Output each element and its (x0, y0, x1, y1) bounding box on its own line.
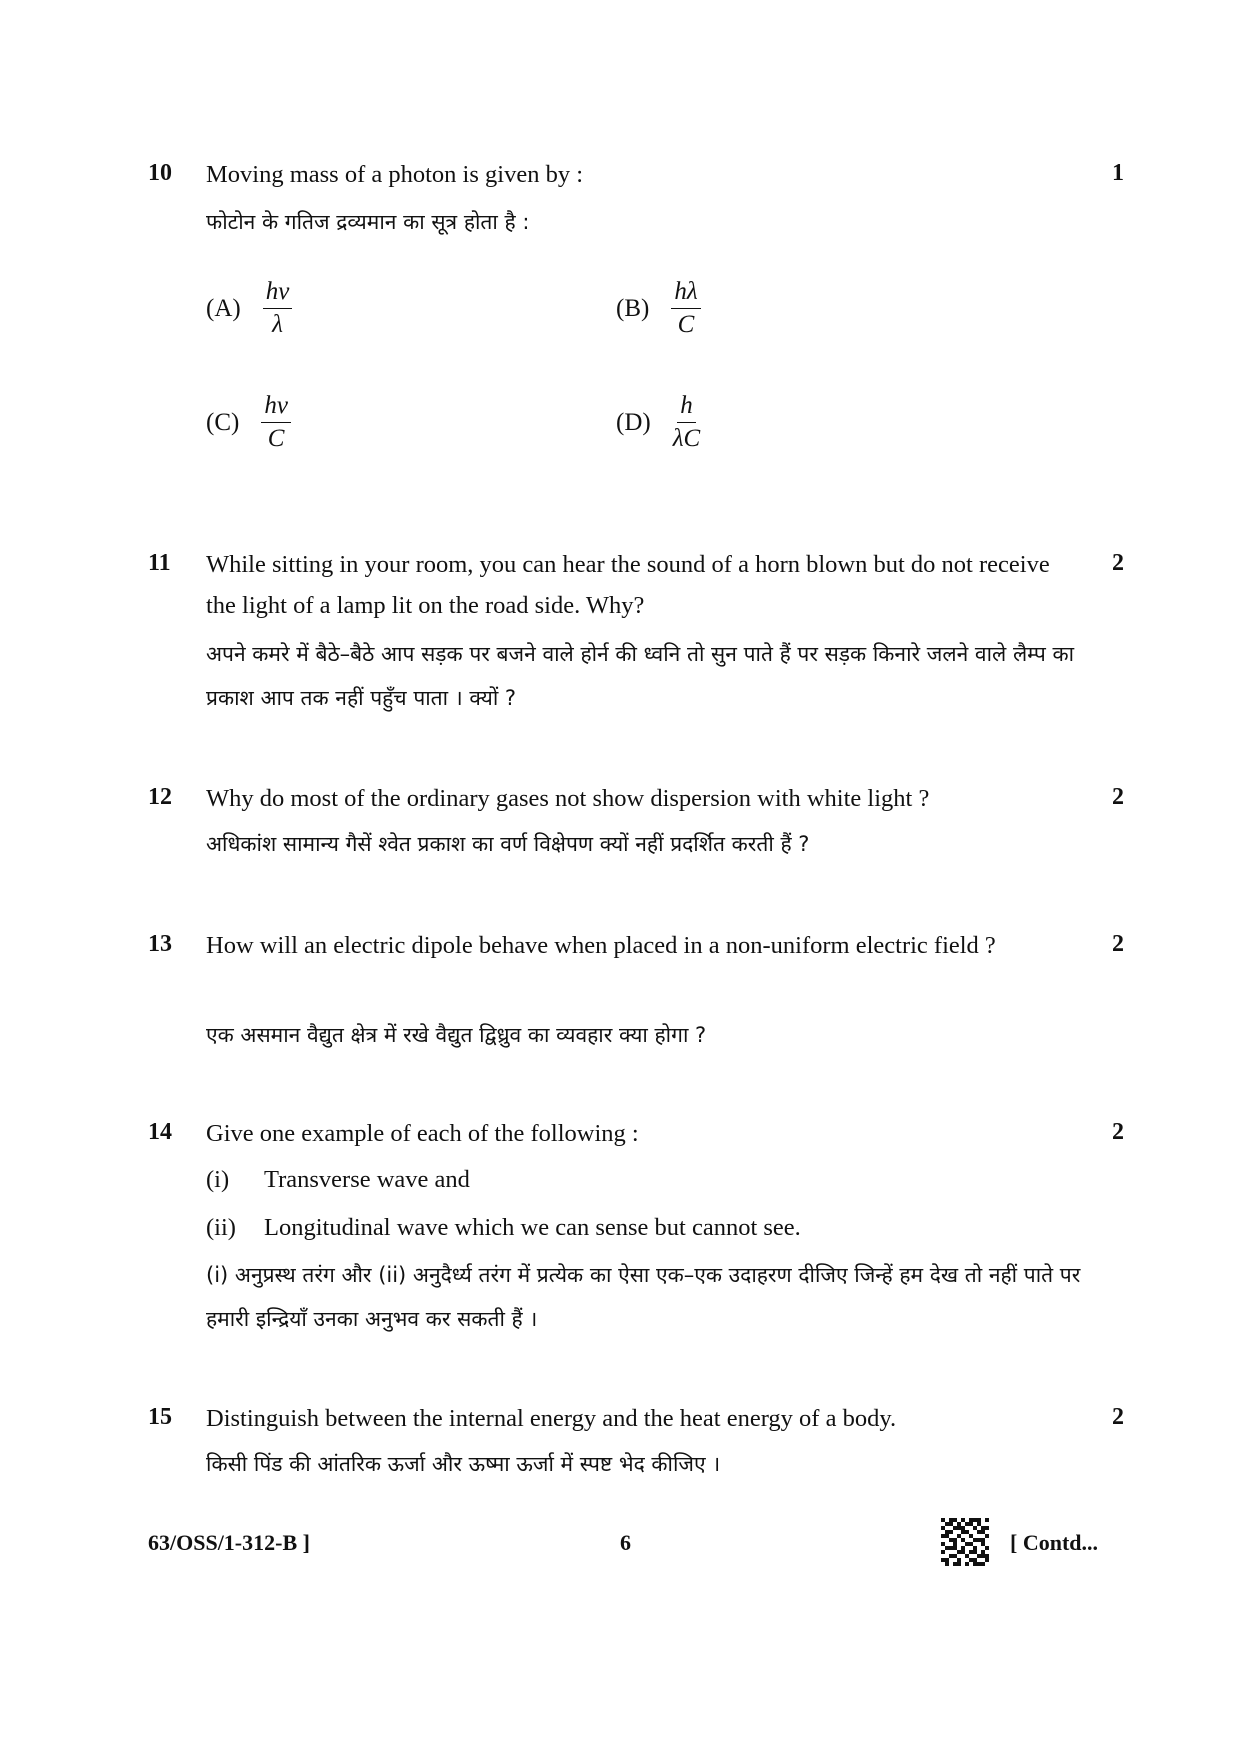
fraction (671, 278, 700, 339)
denominator: λ (272, 311, 283, 338)
numerator: hv (261, 392, 291, 423)
denominator: C (677, 311, 695, 338)
option-a (206, 278, 292, 339)
question-text-english: How will an electric dipole behave when placed in a non-uniform electric field ? (206, 932, 996, 959)
option-label: (D) (616, 408, 651, 436)
question-number: 12 (148, 784, 172, 810)
sub-item-roman: (ii) (206, 1214, 236, 1241)
qr-code-icon (941, 1518, 989, 1566)
question-10 (148, 160, 1124, 480)
question-text-english: Give one example of each of the following : (206, 1120, 639, 1147)
page-number: 6 (620, 1530, 631, 1555)
question-text-english: While sitting in your room, you can hear the sound of a horn blown but do not receive the light of a lamp lit on the road side. Why? (206, 551, 1050, 619)
question-number: 14 (148, 1119, 172, 1145)
sub-item-text: Longitudinal wave which we can sense but cannot see. (264, 1214, 801, 1241)
sub-item-text: Transverse wave and (264, 1166, 470, 1193)
question-marks: 2 (1112, 550, 1124, 576)
fraction (263, 278, 293, 339)
fraction (673, 392, 701, 453)
sub-item-ii (206, 1208, 801, 1248)
question-text-hindi: एक असमान वैद्युत क्षेत्र में रखे वैद्युत द्विध्रुव का व्यवहार क्या होगा ? (206, 1023, 707, 1047)
question-11 (148, 550, 1124, 730)
question-text-hindi: फोटोन के गतिज द्रव्यमान का सूत्र होता है : (206, 210, 530, 234)
question-text-hindi: अधिकांश सामान्य गैसें श्वेत प्रकाश का वर्ण विक्षेपण क्यों नहीं प्रदर्शित करती हैं ? (206, 832, 810, 856)
question-number: 13 (148, 931, 172, 957)
question-text-hindi: किसी पिंड की आंतरिक ऊर्जा और ऊष्मा ऊर्जा में स्पष्ट भेद कीजिए । (206, 1452, 721, 1476)
paper-code: 63/OSS/1-312-B ] (148, 1530, 310, 1555)
option-label: (A) (206, 294, 241, 322)
question-12 (148, 784, 1124, 884)
numerator: hλ (671, 278, 700, 309)
fraction (261, 392, 291, 453)
question-text-english: Distinguish between the internal energy and the heat energy of a body. (206, 1405, 897, 1432)
question-13 (148, 931, 1124, 1071)
option-label: (B) (616, 294, 650, 322)
question-14 (148, 1119, 1124, 1359)
question-marks: 1 (1112, 160, 1124, 186)
numerator: h (677, 392, 696, 423)
option-d (616, 392, 700, 453)
numerator: hv (263, 278, 293, 309)
sub-item-roman: (i) (206, 1166, 230, 1193)
question-number: 10 (148, 160, 172, 186)
question-text-hindi: अपने कमरे में बैठे–बैठे आप सड़क पर बजने वाले होर्न की ध्वनि तो सुन पाते हैं पर सड़क किनारे जलने वाले लैम्प का प्रकाश आप तक नहीं पहुँच पाता । क्यों ? (206, 642, 1075, 710)
continued-label: [ Contd... (1010, 1530, 1099, 1555)
question-marks: 2 (1112, 1404, 1124, 1430)
option-b (616, 278, 701, 339)
question-text-english: Moving mass of a photon is given by : (206, 161, 584, 188)
sub-item-i (206, 1160, 470, 1200)
question-15 (148, 1404, 1124, 1504)
question-number: 15 (148, 1404, 172, 1430)
denominator: λC (672, 425, 701, 452)
question-text-hindi: (i) अनुप्रस्थ तरंग और (ii) अनुदैर्ध्य तरंग में प्रत्येक का ऐसा एक–एक उदाहरण दीजिए जिन्हें हम देख तो नहीं पाते पर हमारी इन्द्रियाँ उनका अनुभव कर सकती हैं । (206, 1263, 1081, 1331)
question-text-english: Why do most of the ordinary gases not show dispersion with white light ? (206, 785, 930, 812)
denominator: C (267, 425, 285, 452)
question-number: 11 (148, 550, 171, 576)
question-marks: 2 (1112, 1119, 1124, 1145)
question-marks: 2 (1112, 784, 1124, 810)
option-c (206, 392, 291, 453)
question-marks: 2 (1112, 931, 1124, 957)
option-label: (C) (206, 408, 240, 436)
